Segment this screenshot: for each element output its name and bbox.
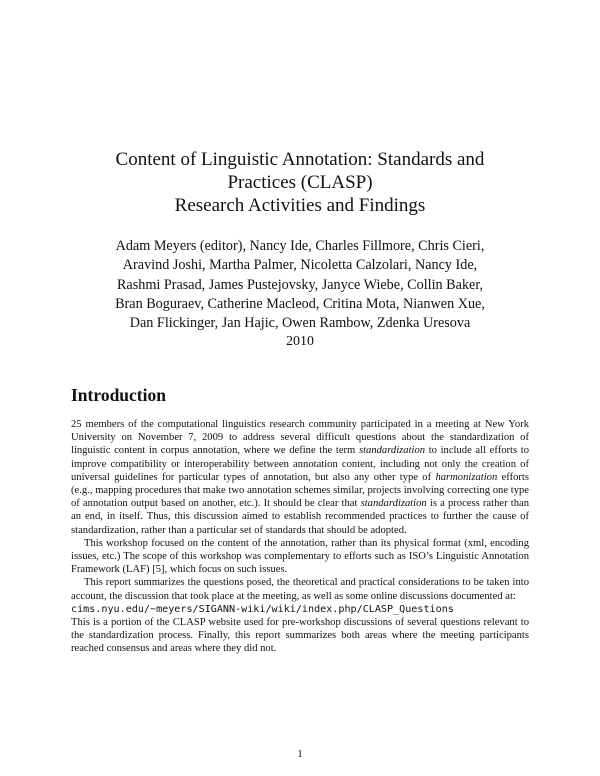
p1-text-c: efforts (e.g., mapping procedures that make two annotation schemes similar, projects involving correcting one type of annotation output based on another, etc.). It should be clear that <box>71 471 530 510</box>
title-line-2: Practices (CLASP) <box>227 172 373 193</box>
p1-emphasis-3: standardization <box>360 498 427 510</box>
section-heading-introduction: Introduction <box>71 385 166 405</box>
author-list <box>0 237 600 333</box>
p1-text-d: is a process rather than an end, in itself. Thus, this discussion aimed to establish recommended practices to further the cause of standardization, rather than a particular set of standards that should be adopted. <box>71 498 529 536</box>
introduction-body <box>71 418 529 656</box>
paragraph-2: This workshop focused on the content of the annotation, rather than its physical format (xml, encoding issues, etc.) The scope of this workshop was complementary to efforts such as ISO’s Linguistic Annotation Framework (LAF) [5], which focus on such issues. <box>71 537 529 576</box>
title-line-1: Content of Linguistic Annotation: Standards and <box>115 149 485 170</box>
paragraph-1 <box>71 418 529 537</box>
p1-emphasis-2: harmonization <box>435 471 498 483</box>
author-line: Aravind Joshi, Martha Palmer, Nicoletta Calzolari, Nancy Ide, <box>122 257 478 274</box>
p1-text-a: 25 members of the computational linguistics research community participated in a meeting at New York University on November 7, 2009 to address several difficult questions about the standardization of linguistic content in corpus annotation, where we define the term <box>71 419 529 457</box>
clasp-questions-url[interactable]: cims.nyu.edu/~meyers/SIGANN-wiki/wiki/index.php/CLASP_Questions <box>71 603 454 615</box>
author-line: Rashmi Prasad, James Pustejovsky, Janyce Wiebe, Collin Baker, <box>116 276 484 293</box>
author-line: Adam Meyers (editor), Nancy Ide, Charles Fillmore, Chris Cieri, <box>115 238 485 254</box>
p1-emphasis-1: standardization <box>358 445 426 457</box>
title-line-3: Research Activities and Findings <box>174 195 426 216</box>
publication-year: 2010 <box>286 334 314 349</box>
paragraph-3: This report summarizes the questions posed, the theoretical and practical considerations to be taken into account, the discussion that took place at the meeting, as well as some online discussions documented at: <box>71 577 529 602</box>
page-number: 1 <box>297 748 303 760</box>
author-line: Dan Flickinger, Jan Hajic, Owen Rambow, Zdenka Uresova <box>129 315 471 332</box>
paper-title <box>0 148 600 217</box>
author-line: Bran Boguraev, Catherine Macleod, Critina Mota, Nianwen Xue, <box>115 295 485 312</box>
paragraph-4: This is a portion of the CLASP website used for pre-workshop discussions of several questions relevant to the standardization process. Finally, this report summarizes both areas where the meeting participants reached consensus and areas where they did not. <box>71 617 529 655</box>
p1-text-b: to include all efforts to improve compatibility or interoperability between annotation content, including not only the creation of universal guidelines for particular types of annotation, but also any other type of <box>71 445 529 483</box>
